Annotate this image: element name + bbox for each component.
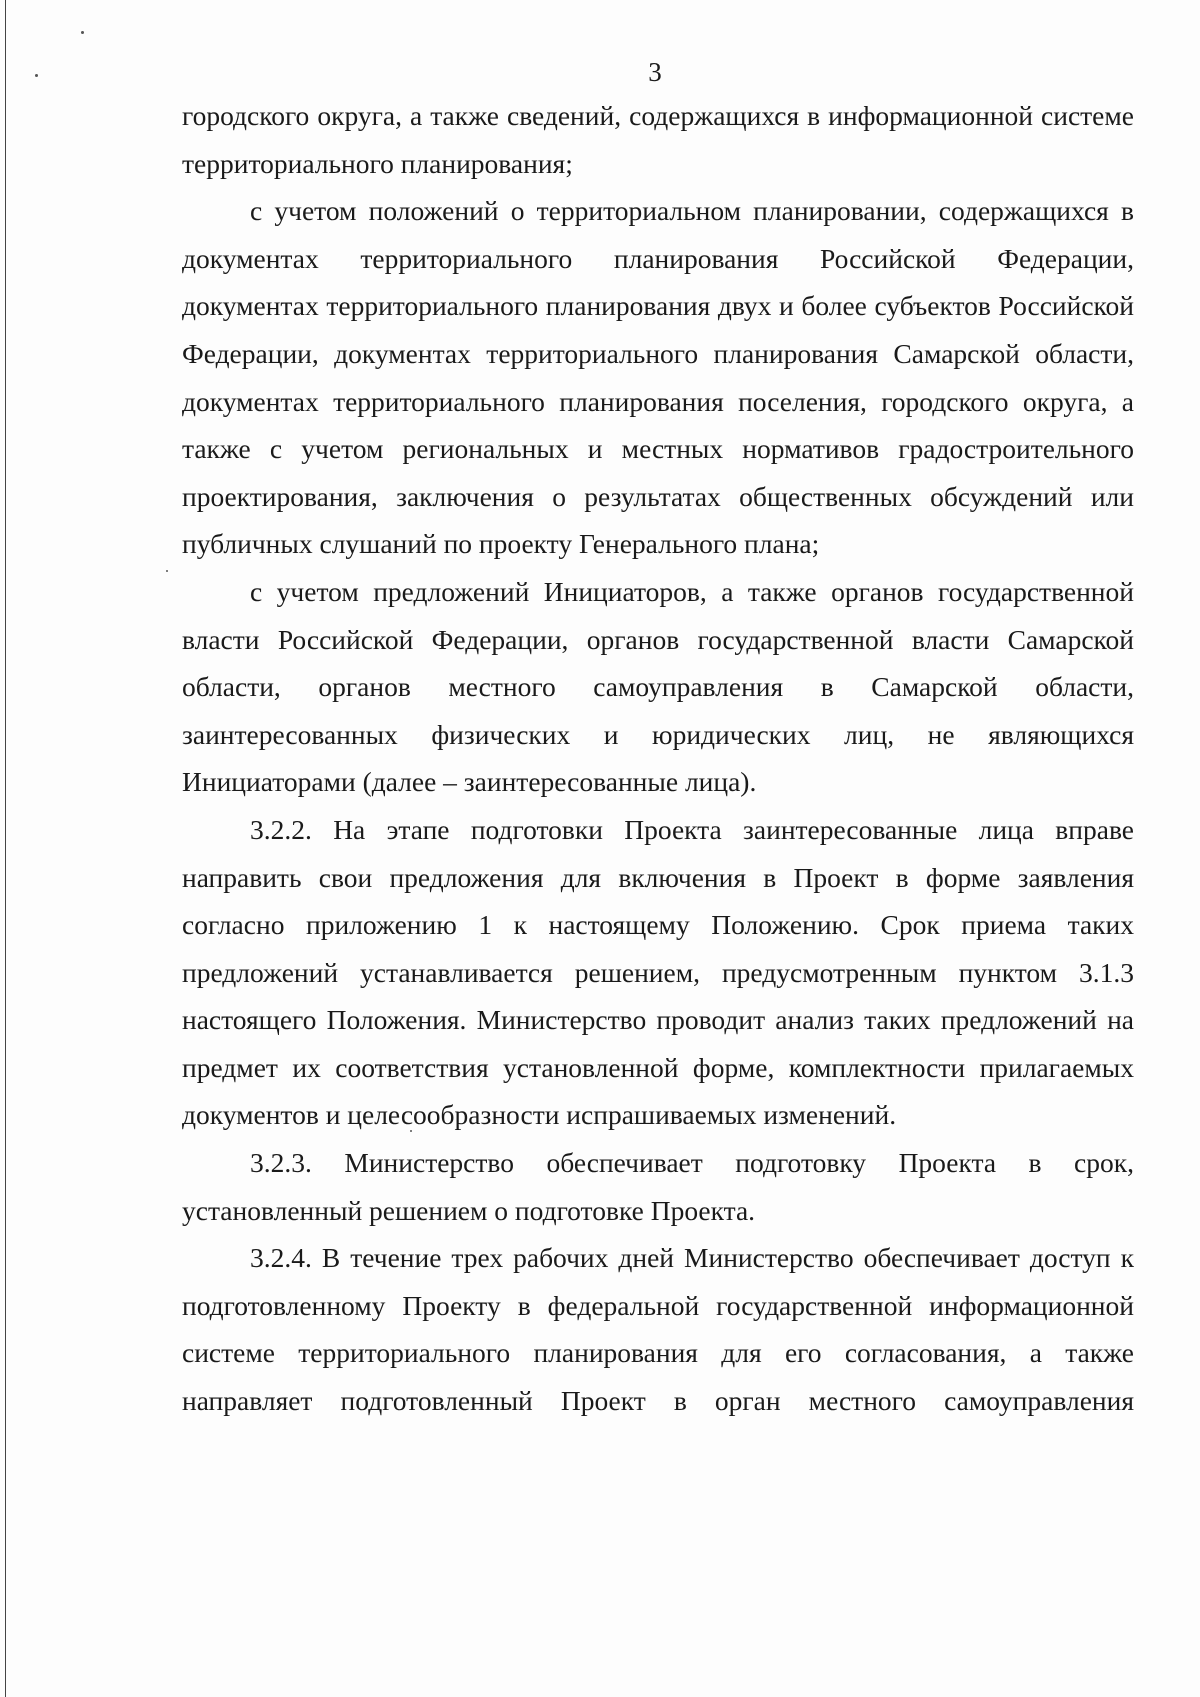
paragraph-clause-3-2-4: 3.2.4. В течение трех рабочих дней Министерство обеспечивает доступ к подготовленному Проекту в федеральной государственной информационной системе территориального планирования для его согласования, а также направляет подготовленный Проект в орган местного самоуправления	[182, 1242, 1134, 1417]
scan-speck	[166, 570, 168, 572]
paragraph-clause-3-2-2: 3.2.2. На этапе подготовки Проекта заинтересованные лица вправе направить свои предложения для включения в Проект в форме заявления согласно приложению 1 к настоящему Положению. Срок приема таких предложений устанавливается решением, предусмотренным пунктом 3.1.3 настоящего Положения. Министерство проводит анализ таких предложений на предмет их соответствия установленной форме, комплектности прилагаемых документов и целесообразности испрашиваемых изменений.	[182, 813, 1134, 1131]
scan-edge-line	[5, 0, 6, 1697]
document-body	[182, 92, 1134, 1425]
paragraph-initiator-proposals: с учетом предложений Инициаторов, а также органов государственной власти Российской Федерации, органов государственной власти Самарской области, органов местного самоуправления в Самарской области, заинтересованных физических и юридических лиц, не являющихся Инициаторами (далее – заинтересованные лица).	[182, 575, 1134, 798]
paragraph-clause-3-2-3: 3.2.3. Министерство обеспечивает подготовку Проекта в срок, установленный решением о подготовке Проекта.	[182, 1147, 1134, 1226]
page-number: 3	[648, 57, 662, 87]
paragraph-planning-provisions: с учетом положений о территориальном планировании, содержащихся в документах территориального планирования Российской Федерации, документах территориального планирования двух и более субъектов Российской Федерации, документах территориального планирования Самарской области, документах территориального планирования поселения, городского округа, а также с учетом региональных и местных нормативов градостроительного проектирования, заключения о результатах общественных обсуждений или публичных слушаний по проекту Генерального плана;	[182, 195, 1134, 560]
scan-speck	[81, 31, 84, 34]
paragraph-continuation: городского округа, а также сведений, содержащихся в информационной системе территориального планирования;	[182, 100, 1134, 179]
